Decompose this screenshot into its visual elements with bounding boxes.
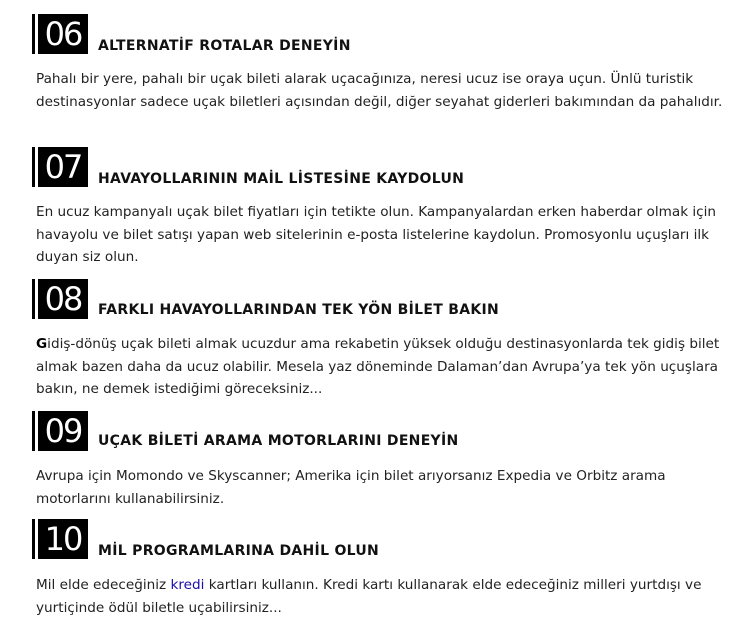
- tip-text: [36, 333, 726, 401]
- tip-heading: FARKLI HAVAYOLLARINDAN TEK YÖN BİLET BAKIN: [98, 302, 500, 318]
- drop-cap: G: [36, 336, 48, 352]
- number-badge: 09: [35, 411, 88, 451]
- number-badge: 06: [35, 14, 88, 54]
- number-badge: 07: [35, 147, 88, 187]
- number-badge: 08: [35, 279, 88, 319]
- kredi-link[interactable]: kredi: [170, 577, 205, 593]
- tip-heading: HAVAYOLLARININ MAİL LİSTESİNE KAYDOLUN: [98, 171, 465, 187]
- tip-text-start: Mil elde edeceğiniz: [36, 577, 171, 593]
- tip-text: [36, 574, 726, 619]
- tip-text: Avrupa için Momondo ve Skyscanner; Amerika için bilet arıyorsanız Expedia ve Orbitz arama motorlarını kullanabilirsiniz.: [36, 468, 666, 507]
- tip-text-end: kartları kullanın. Kredi kartı kullanarak elde edeceğiniz milleri yurtdışı ve yurtiçinde ödül biletle uçabilirsiniz...: [36, 577, 702, 616]
- tip-text-body: idiş-dönüş uçak bileti almak ucuzdur ama rekabetin yüksek olduğu destinasyonlarda tek gidiş bilet almak bazen daha da ucuz olabilir. Mesela yaz döneminde Dalaman’dan Avrupa’ya tek yön uçuşlara bakın, ne demek istediğimi göreceksiniz...: [36, 336, 720, 397]
- tip-heading: UÇAK BİLETİ ARAMA MOTORLARINI DENEYİN: [98, 433, 459, 449]
- tip-text: En ucuz kampanyalı uçak bilet fiyatları için tetikte olun. Kampanyalardan erken haberdar olmak için havayolu ve bilet satışı yapan web sitelerinin e-posta listelerine kaydolun. Promosyonlu uçuşları ilk duyan siz olun.: [36, 204, 717, 265]
- tip-text: Pahalı bir yere, pahalı bir uçak bileti alarak uçacağınıza, neresi ucuz ise oraya uçun. Ünlü turistik destinasyonlar sadece uçak biletleri açısından değil, diğer seyahat giderleri bakımından da pahalıdır.: [36, 71, 723, 110]
- number-badge: 10: [35, 519, 88, 559]
- tip-heading: ALTERNATİF ROTALAR DENEYİN: [98, 38, 351, 54]
- tip-heading: MİL PROGRAMLARINA DAHİL OLUN: [98, 543, 380, 559]
